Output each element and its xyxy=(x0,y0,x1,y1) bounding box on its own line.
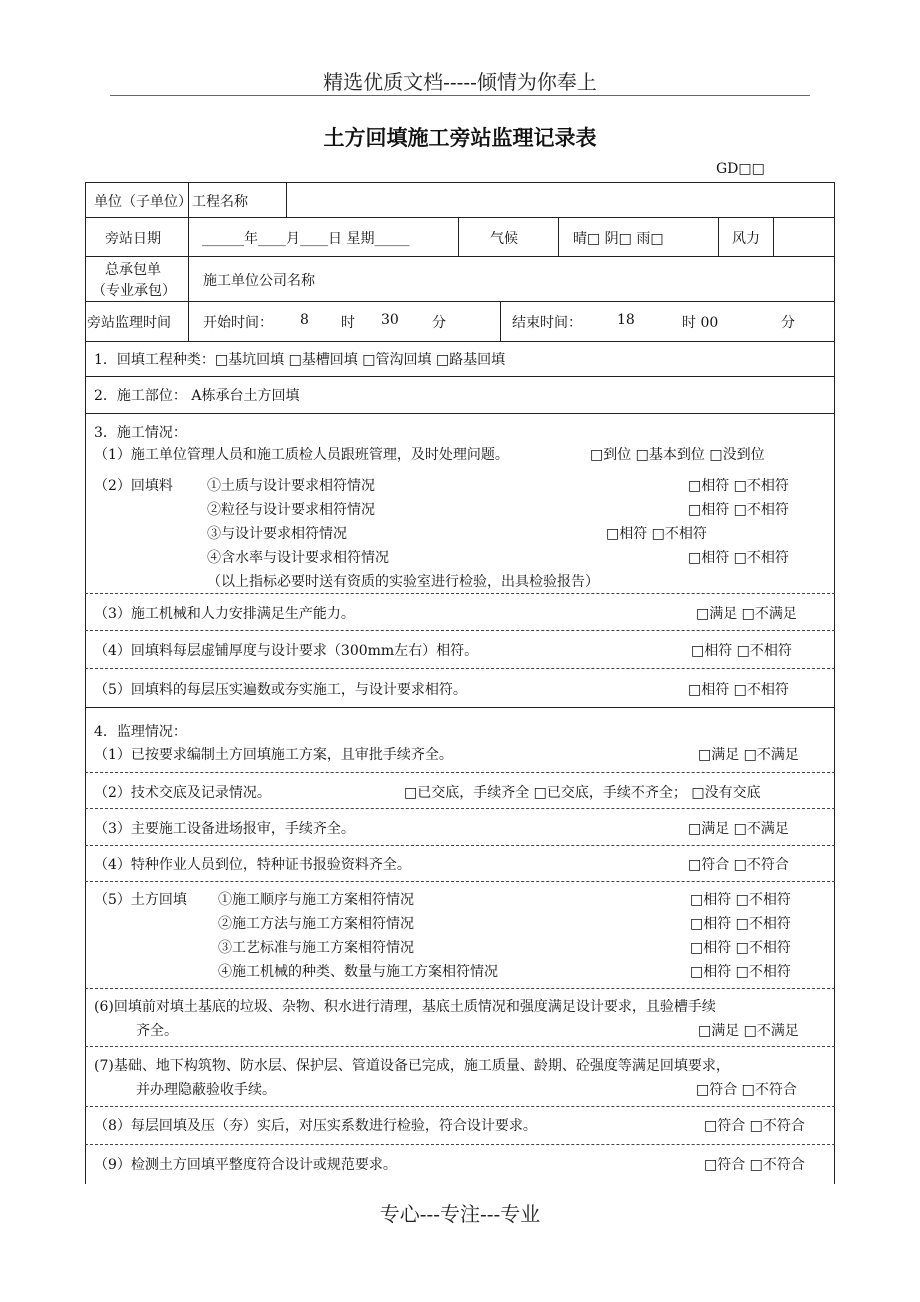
s3-item-2-sub-4: ④含水率与设计要求相符情况 xyxy=(207,550,389,566)
s4-item-5-sub-2-options: □相符 □不相符 xyxy=(690,916,791,932)
s3-item-2-label: （2）回填料 xyxy=(94,478,173,494)
s4-item-5-sub-4-options: □相符 □不相符 xyxy=(690,964,791,980)
start-minute-unit: 分 xyxy=(432,315,446,331)
section-2-location: 2．施工部位： A栋承台土方回填 xyxy=(94,388,300,404)
start-minute: 30 xyxy=(381,312,399,328)
s4-item-3-options: □满足 □不满足 xyxy=(688,821,789,837)
s3-item-4-options: □相符 □不相符 xyxy=(691,643,792,659)
s4-item-6-line1: (6)回填前对填土基底的垃圾、杂物、积水进行清理，基底土质情况和强度满足设计要求，且验槽手续 xyxy=(94,999,716,1015)
dashed-divider xyxy=(85,881,835,882)
start-time-label: 开始时间： xyxy=(203,315,273,331)
s4-item-4-options: □符合 □不符合 xyxy=(688,857,789,873)
s4-item-5-sub-1-options: □相符 □不相符 xyxy=(690,892,791,908)
s3-item-2-sub-3: ③与设计要求相符情况 xyxy=(207,526,347,542)
project-name-label: 单位（子单位）工程名称 xyxy=(94,194,248,210)
dashed-divider xyxy=(85,1106,835,1107)
start-hour-unit: 时 xyxy=(341,315,355,331)
row-divider xyxy=(85,341,835,342)
form-code: GD□□ xyxy=(716,161,765,177)
header-divider xyxy=(110,95,810,96)
row-divider xyxy=(85,217,835,218)
s3-item-5-options: □相符 □不相符 xyxy=(688,682,789,698)
s4-item-7-line1: (7)基础、地下构筑物、防水层、保护层、管道设备已完成，施工质量、龄期、砼强度等满足回填要求， xyxy=(94,1058,730,1074)
s3-item-2-sub-1-options: □相符 □不相符 xyxy=(688,478,789,494)
dashed-divider xyxy=(85,808,835,809)
supervision-time-label: 旁站监理时间 xyxy=(87,315,171,331)
s3-item-4: （4）回填料每层虚铺厚度与设计要求（300mm左右）相符。 xyxy=(94,643,479,659)
s4-item-7-line2: 并办理隐蔽验收手续。 xyxy=(136,1082,276,1098)
dashed-divider xyxy=(85,772,835,773)
s3-item-2-sub-4-options: □相符 □不相符 xyxy=(688,550,789,566)
table-border-right xyxy=(834,182,835,1184)
dashed-divider xyxy=(85,845,835,846)
s4-item-2: （2）技术交底及记录情况。 xyxy=(94,785,271,801)
end-minute-unit: 分 xyxy=(781,315,795,331)
s3-item-2-sub-3-options: □相符 □不相符 xyxy=(606,526,707,542)
s3-item-3-options: □满足 □不满足 xyxy=(696,606,797,622)
dashed-divider xyxy=(85,668,835,669)
row-divider xyxy=(85,256,835,257)
s4-item-9: （9）检测土方回填平整度符合设计或规范要求。 xyxy=(94,1157,397,1173)
contractor-value: 施工单位公司名称 xyxy=(203,273,315,289)
s4-item-2-options: □已交底，手续齐全 □已交底，手续不齐全； □没有交底 xyxy=(404,785,761,801)
col-divider xyxy=(558,217,559,256)
s4-item-5-sub-4: ④施工机械的种类、数量与施工方案相符情况 xyxy=(218,964,498,980)
dashed-divider xyxy=(85,1144,835,1145)
s4-item-5-sub-3-options: □相符 □不相符 xyxy=(690,940,791,956)
s4-item-3: （3）主要施工设备进场报审，手续齐全。 xyxy=(94,821,355,837)
col-divider xyxy=(718,217,719,256)
s4-item-1-options: □满足 □不满足 xyxy=(698,747,799,763)
s4-item-8-options: □符合 □不符合 xyxy=(704,1118,805,1134)
weather-label: 气候 xyxy=(490,231,518,247)
s4-item-8: （8）每层回填及压（夯）实后，对压实系数进行检验，符合设计要求。 xyxy=(94,1118,537,1134)
s3-item-1: （1）施工单位管理人员和施工质检人员跟班管理，及时处理问题。 xyxy=(94,447,509,463)
s3-item-1-options: □到位 □基本到位 □没到位 xyxy=(590,447,765,463)
dashed-divider xyxy=(85,988,835,989)
s4-item-5-sub-1: ①施工顺序与施工方案相符情况 xyxy=(218,892,414,908)
row-divider xyxy=(85,413,835,414)
dashed-divider xyxy=(85,1046,835,1047)
col-divider xyxy=(458,217,459,256)
table-border-top xyxy=(85,182,835,183)
section-1-backfill-type: 1．回填工程种类：□基坑回填 □基槽回填 □管沟回填 □路基回填 xyxy=(94,352,506,368)
s4-item-6-options: □满足 □不满足 xyxy=(698,1023,799,1039)
end-hour-unit: 时 00 xyxy=(682,315,719,331)
col-divider xyxy=(500,301,501,341)
date-value: ______年____月____日 星期_____ xyxy=(202,231,410,247)
start-hour: 8 xyxy=(300,312,309,328)
s3-item-2-sub-2: ②粒径与设计要求相符情况 xyxy=(207,502,375,518)
s4-item-5-sub-3: ③工艺标准与施工方案相符情况 xyxy=(218,940,414,956)
date-label: 旁站日期 xyxy=(105,231,161,247)
row-divider xyxy=(85,707,835,708)
s3-item-2-note: （以上指标必要时送有资质的实验室进行检验，出具检验报告） xyxy=(207,574,599,590)
s3-item-5: （5）回填料的每层压实遍数或夯实施工，与设计要求相符。 xyxy=(94,682,467,698)
section-3-title: 3．施工情况： xyxy=(94,425,187,441)
contractor-label-line2: （专业承包） xyxy=(92,283,176,299)
row-divider xyxy=(85,376,835,377)
s3-item-2-sub-2-options: □相符 □不相符 xyxy=(688,502,789,518)
s4-item-5-sub-2: ②施工方法与施工方案相符情况 xyxy=(218,916,414,932)
s3-item-2-sub-1: ①土质与设计要求相符情况 xyxy=(207,478,375,494)
col-divider xyxy=(773,217,774,256)
page-header: 精选优质文档-----倾情为你奉上 xyxy=(323,70,597,94)
section-4-title: 4．监理情况： xyxy=(94,724,187,740)
col-divider xyxy=(286,182,287,217)
s3-item-3: （3）施工机械和人力安排满足生产能力。 xyxy=(94,606,355,622)
end-hour: 18 xyxy=(617,312,635,328)
s4-item-1: （1）已按要求编制土方回填施工方案，且审批手续齐全。 xyxy=(94,747,453,763)
s4-item-9-options: □符合 □不符合 xyxy=(704,1157,805,1173)
end-time-label: 结束时间： xyxy=(512,315,582,331)
dashed-divider xyxy=(85,630,835,631)
form-title: 土方回填施工旁站监理记录表 xyxy=(323,125,597,150)
weather-options: 晴□ 阴□ 雨□ xyxy=(573,231,664,247)
page-footer: 专心---专注---专业 xyxy=(379,1202,541,1226)
table-border-left xyxy=(85,182,86,1184)
dashed-divider xyxy=(85,593,835,594)
s4-item-4: （4）特种作业人员到位，特种证书报验资料齐全。 xyxy=(94,857,411,873)
row-divider xyxy=(85,301,835,302)
s4-item-7-options: □符合 □不符合 xyxy=(696,1082,797,1098)
contractor-label-line1: 总承包单 xyxy=(105,262,161,278)
wind-label: 风力 xyxy=(732,231,760,247)
s4-item-5-label: （5）土方回填 xyxy=(94,892,187,908)
s4-item-6-line2: 齐全。 xyxy=(136,1023,178,1039)
